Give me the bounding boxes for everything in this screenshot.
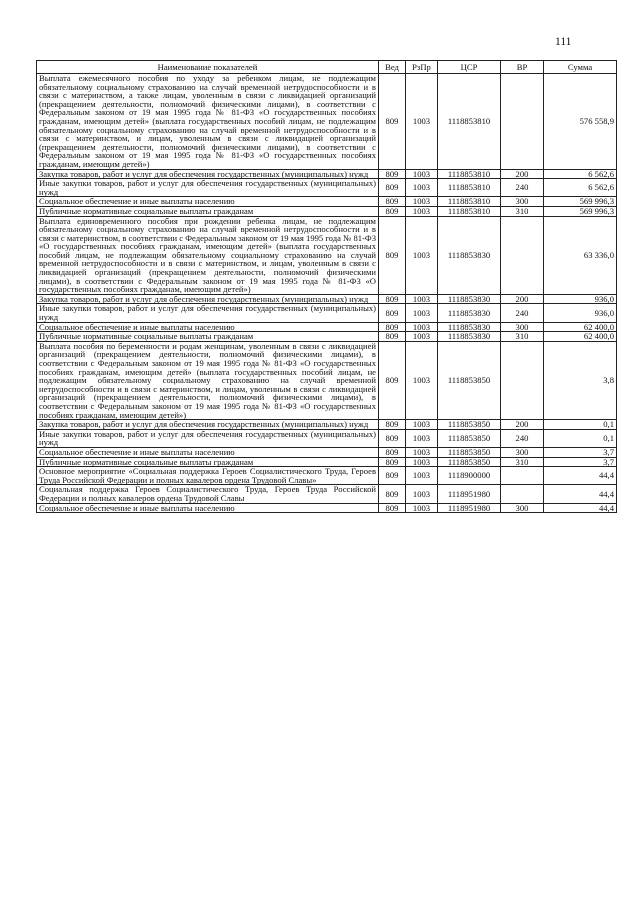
table-row <box>37 332 617 342</box>
cell-sum: 0,1 <box>544 420 617 430</box>
cell-vr: 310 <box>501 332 544 342</box>
cell-name: Выплата пособия по беременности и родам женщинам, уволенным в связи с ликвидацией организаций (прекращением деятельности, полномочий физическими лицами), в соответствии с Федеральным законом от 19 мая 1995 года № 81-ФЗ «О государственных пособиях гражданам, имеющим детей» (выплата государственных пособий лицам, не подлежащим обязательному социальному страхованию на случай временной нетрудоспособности и в связи с материнством, и лицам, уволенным в связи с ликвидацией организаций (прекращением деятельности, полномочий физическими лицами), в соответствии с Федеральным законом от 19 мая 1995 года № 81-ФЗ «О государственных пособиях гражданам, имеющим детей») <box>37 341 379 419</box>
table-row <box>37 341 617 419</box>
table-header-row <box>37 61 617 74</box>
cell-rzpr: 1003 <box>406 332 438 342</box>
cell-sum: 569 996,3 <box>544 197 617 207</box>
cell-csr: 1118951980 <box>438 503 501 513</box>
cell-sum: 3,7 <box>544 447 617 457</box>
cell-rzpr: 1003 <box>406 169 438 179</box>
table-row <box>37 206 617 216</box>
cell-ved: 809 <box>379 179 406 197</box>
cell-vr: 300 <box>501 322 544 332</box>
cell-rzpr: 1003 <box>406 216 438 294</box>
cell-name: Социальное обеспечение и иные выплаты населению <box>37 197 379 207</box>
cell-name: Иные закупки товаров, работ и услуг для обеспечения государственных (муниципальных) нужд <box>37 304 379 322</box>
cell-rzpr: 1003 <box>406 467 438 485</box>
cell-rzpr: 1003 <box>406 420 438 430</box>
cell-ved: 809 <box>379 447 406 457</box>
cell-name: Публичные нормативные социальные выплаты гражданам <box>37 332 379 342</box>
cell-rzpr: 1003 <box>406 447 438 457</box>
cell-sum: 3,7 <box>544 457 617 467</box>
cell-vr: 200 <box>501 169 544 179</box>
cell-csr: 1118853810 <box>438 179 501 197</box>
cell-sum: 936,0 <box>544 294 617 304</box>
header-vr: ВР <box>501 61 544 74</box>
cell-ved: 809 <box>379 485 406 503</box>
cell-name: Публичные нормативные социальные выплаты гражданам <box>37 206 379 216</box>
header-sum: Сумма <box>544 61 617 74</box>
cell-ved: 809 <box>379 322 406 332</box>
cell-ved: 809 <box>379 429 406 447</box>
cell-csr: 1118853830 <box>438 332 501 342</box>
cell-sum: 62 400,0 <box>544 332 617 342</box>
cell-vr <box>501 74 544 170</box>
cell-csr: 1118853810 <box>438 197 501 207</box>
cell-sum: 6 562,6 <box>544 169 617 179</box>
cell-name: Иные закупки товаров, работ и услуг для обеспечения государственных (муниципальных) нужд <box>37 179 379 197</box>
cell-name: Выплата ежемесячного пособия по уходу за ребенком лицам, не подлежащим обязательному социальному страхованию на случай временной нетрудоспособности и в связи с материнством, а также лицам, уволенным в связи с ликвидацией организаций (прекращением деятельности, полномочий физическими лицами), в соответствии с Федеральным законом от 19 мая 1995 года № 81-ФЗ «О государственных пособиях гражданам, имеющим детей» (выплата государственных пособий лицам, не подлежащим обязательному социальному страхованию на случай временной нетрудоспособности и в связи с материнством, и лицам, уволенным в связи с ликвидацией организаций (прекращением деятельности, полномочий физическими лицами), в соответствии с Федеральным законом от 19 мая 1995 года № 81-ФЗ «О государственных пособиях гражданам, имеющим детей») <box>37 74 379 170</box>
cell-name: Социальное обеспечение и иные выплаты населению <box>37 503 379 513</box>
cell-rzpr: 1003 <box>406 457 438 467</box>
cell-vr: 310 <box>501 206 544 216</box>
table-row <box>37 420 617 430</box>
cell-csr: 1118853810 <box>438 74 501 170</box>
cell-ved: 809 <box>379 206 406 216</box>
cell-csr: 1118951980 <box>438 485 501 503</box>
cell-csr: 1118853850 <box>438 341 501 419</box>
cell-ved: 809 <box>379 467 406 485</box>
cell-name: Социальное обеспечение и иные выплаты населению <box>37 322 379 332</box>
table-row <box>37 447 617 457</box>
cell-rzpr: 1003 <box>406 206 438 216</box>
cell-ved: 809 <box>379 420 406 430</box>
table-row <box>37 503 617 513</box>
table-row <box>37 429 617 447</box>
cell-ved: 809 <box>379 457 406 467</box>
cell-vr <box>501 467 544 485</box>
cell-sum: 44,4 <box>544 467 617 485</box>
cell-name: Выплата единовременного пособия при рождении ребенка лицам, не подлежащим обязательному социальному страхованию на случай временной нетрудоспособности и в связи с материнством, в соответствии с Федеральным законом от 19 мая 1995 года № 81-ФЗ «О государственных пособиях гражданам, имеющим детей» (выплата государственных пособий лицам, не подлежащим обязательному социальному страхованию на случай временной нетрудоспособности и в связи с материнством, и лицам, уволенным в связи с ликвидацией организаций (прекращением деятельности, полномочий физическими лицами), в соответствии с Федеральным законом от 19 мая 1995 года № 81-ФЗ «О государственных пособиях гражданам, имеющим детей») <box>37 216 379 294</box>
cell-ved: 809 <box>379 332 406 342</box>
cell-sum: 62 400,0 <box>544 322 617 332</box>
cell-rzpr: 1003 <box>406 74 438 170</box>
page-number: 111 <box>555 36 572 48</box>
cell-vr: 240 <box>501 179 544 197</box>
cell-ved: 809 <box>379 294 406 304</box>
cell-ved: 809 <box>379 503 406 513</box>
cell-name: Закупка товаров, работ и услуг для обеспечения государственных (муниципальных) нужд <box>37 294 379 304</box>
cell-name: Публичные нормативные социальные выплаты гражданам <box>37 457 379 467</box>
cell-csr: 1118853850 <box>438 429 501 447</box>
cell-name: Закупка товаров, работ и услуг для обеспечения государственных (муниципальных) нужд <box>37 420 379 430</box>
header-name: Наименование показателей <box>37 61 379 74</box>
cell-sum: 63 336,0 <box>544 216 617 294</box>
cell-vr: 300 <box>501 197 544 207</box>
cell-ved: 809 <box>379 197 406 207</box>
cell-csr: 1118853830 <box>438 216 501 294</box>
cell-rzpr: 1003 <box>406 304 438 322</box>
cell-sum: 3,8 <box>544 341 617 419</box>
cell-ved: 809 <box>379 304 406 322</box>
cell-rzpr: 1003 <box>406 197 438 207</box>
cell-rzpr: 1003 <box>406 294 438 304</box>
cell-sum: 44,4 <box>544 503 617 513</box>
cell-sum: 44,4 <box>544 485 617 503</box>
header-csr: ЦСР <box>438 61 501 74</box>
cell-csr: 1118853830 <box>438 322 501 332</box>
cell-sum: 0,1 <box>544 429 617 447</box>
cell-rzpr: 1003 <box>406 179 438 197</box>
cell-sum: 576 558,9 <box>544 74 617 170</box>
cell-vr: 200 <box>501 294 544 304</box>
cell-name: Социальное обеспечение и иные выплаты населению <box>37 447 379 457</box>
table-row <box>37 74 617 170</box>
cell-vr: 240 <box>501 429 544 447</box>
cell-ved: 809 <box>379 341 406 419</box>
table-row <box>37 216 617 294</box>
table-row <box>37 304 617 322</box>
cell-csr: 1118853850 <box>438 420 501 430</box>
cell-ved: 809 <box>379 216 406 294</box>
cell-sum: 569 996,3 <box>544 206 617 216</box>
budget-table <box>36 60 617 513</box>
cell-vr: 240 <box>501 304 544 322</box>
cell-rzpr: 1003 <box>406 503 438 513</box>
cell-vr <box>501 216 544 294</box>
cell-name: Социальная поддержка Героев Социалистического Труда, Героев Труда Российской Федерации и полных кавалеров ордена Трудовой Славы <box>37 485 379 503</box>
cell-csr: 1118853850 <box>438 457 501 467</box>
cell-vr <box>501 485 544 503</box>
cell-sum: 936,0 <box>544 304 617 322</box>
cell-csr: 1118853830 <box>438 294 501 304</box>
table-row <box>37 467 617 485</box>
cell-rzpr: 1003 <box>406 341 438 419</box>
cell-name: Основное мероприятие «Социальная поддержка Героев Социалистического Труда, Героев Труда Российской Федерации и полных кавалеров ордена Трудовой Славы» <box>37 467 379 485</box>
table-row <box>37 179 617 197</box>
cell-vr: 300 <box>501 503 544 513</box>
cell-csr: 1118853810 <box>438 169 501 179</box>
cell-rzpr: 1003 <box>406 322 438 332</box>
header-ved: Вед <box>379 61 406 74</box>
cell-csr: 1118853810 <box>438 206 501 216</box>
cell-name: Закупка товаров, работ и услуг для обеспечения государственных (муниципальных) нужд <box>37 169 379 179</box>
cell-name: Иные закупки товаров, работ и услуг для обеспечения государственных (муниципальных) нужд <box>37 429 379 447</box>
cell-csr: 1118853850 <box>438 447 501 457</box>
cell-sum: 6 562,6 <box>544 179 617 197</box>
cell-ved: 809 <box>379 74 406 170</box>
cell-vr: 310 <box>501 457 544 467</box>
cell-vr: 200 <box>501 420 544 430</box>
cell-vr <box>501 341 544 419</box>
cell-csr: 1118853830 <box>438 304 501 322</box>
table-row <box>37 197 617 207</box>
cell-csr: 1118900000 <box>438 467 501 485</box>
cell-rzpr: 1003 <box>406 485 438 503</box>
table-row <box>37 485 617 503</box>
header-rzpr: РзПр <box>406 61 438 74</box>
cell-rzpr: 1003 <box>406 429 438 447</box>
cell-ved: 809 <box>379 169 406 179</box>
cell-vr: 300 <box>501 447 544 457</box>
